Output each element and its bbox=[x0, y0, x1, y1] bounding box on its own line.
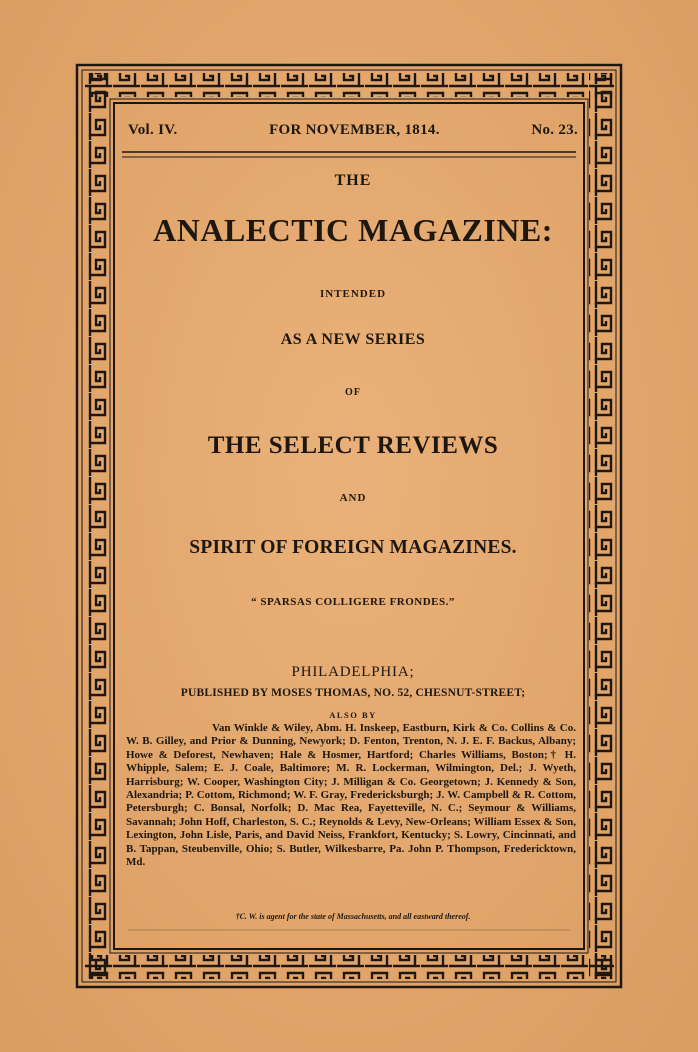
new-series-line: AS A NEW SERIES bbox=[280, 331, 426, 348]
also-by-label: ALSO BY bbox=[329, 710, 377, 720]
and-line: AND bbox=[339, 492, 367, 504]
agent-footnote: †C. W. is agent for the state of Massachusetts, and all eastward thereof. bbox=[235, 912, 471, 921]
publisher-line: PUBLISHED BY MOSES THOMAS, NO. 52, CHESNUT-STREET; bbox=[180, 687, 526, 699]
select-reviews-title: THE SELECT REVIEWS bbox=[207, 432, 499, 459]
issue-header bbox=[128, 122, 578, 139]
cover-content bbox=[122, 112, 584, 942]
agents-list: Van Winkle & Wiley, Abm. H. Inskeep, Eastburn, Kirk & Co. Collins & Co. W. B. Gilley, and Prior & Dunning, Newyork; D. Fenton, Trenton, N. J. E. F. Backus, Albany; Howe & Deforest, Newhaven; Hale & Hosmer, Hartford; Charles Williams, Boston;† H. Whipple, Salem; E. J. Coale, Baltimore; M. R. Lockerman, Wilmington, Del.; J. Wyeth, Harrisburg; W. Cooper, Washington City; J. Milligan & Co. Georgetown; J. Kennedy & Son, Alexandria; P. Cottom, Richmond; W. F. Gray, Fredericksburgh; J. W. Campbell & R. Cottom, Petersburgh; C. Bonsal, Norfolk; D. Mac Rea, Fayetteville, N. C.; Seymour & Williams, Savannah; John Hoff, Charleston, S. C.; Reynolds & Levy, New-Orleans; William Essex & Son, Lexington, John Lisle, Paris, and David Neiss, Frankfort, Kentucky; S. Lowry, Cincinnati, and B. Tappan, Steubenville, Ohio; S. Butler, Wilkesbarre, Pa. John P. Thompson, Fredericktown, Md. bbox=[126, 722, 576, 869]
magazine-title: ANALECTIC MAGAZINE: bbox=[153, 212, 553, 248]
latin-motto: “ SPARSAS COLLIGERE FRONDES.” bbox=[251, 596, 455, 608]
intended-line: INTENDED bbox=[319, 288, 387, 300]
issue-number: No. 23. bbox=[531, 122, 578, 138]
of-line: OF bbox=[345, 387, 361, 398]
spirit-title: SPIRIT OF FOREIGN MAGAZINES. bbox=[189, 537, 517, 558]
publication-city: PHILADELPHIA; bbox=[291, 664, 415, 680]
issue-date: FOR NOVEMBER, 1814. bbox=[269, 122, 440, 138]
title-article: THE bbox=[334, 172, 372, 189]
volume-label: Vol. IV. bbox=[128, 122, 178, 138]
